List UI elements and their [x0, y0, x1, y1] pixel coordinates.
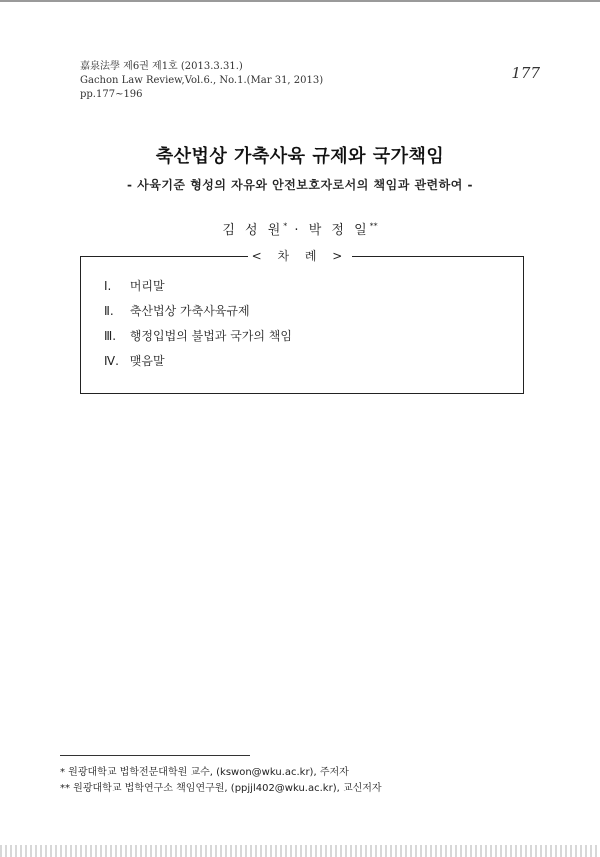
toc-item-1[interactable] [104, 277, 165, 294]
toc-item-number: Ⅰ. [104, 279, 112, 293]
page-number: 177 [511, 64, 540, 82]
author-2-footnote-mark[interactable]: ** [369, 221, 378, 231]
author-separator: · [287, 223, 309, 238]
journal-citation-english: Gachon Law Review,Vol.6., No.1.(Mar 31, 2013) [80, 75, 324, 86]
author-line [0, 219, 600, 238]
toc-item-label: 맺음말 [129, 354, 165, 368]
author-1: 김 성 원 [222, 223, 284, 238]
footnote-divider [60, 755, 250, 756]
toc-heading [0, 248, 600, 264]
toc-item-label: 축산법상 가축사육규제 [129, 304, 250, 318]
author-1-footnote-mark[interactable]: * [283, 221, 288, 231]
toc-item-number: Ⅱ. [104, 304, 114, 318]
journal-citation-korean: 嘉泉法學 제6권 제1호 (2013.3.31.) [80, 61, 243, 72]
article-subtitle: - 사육기준 형성의 자유와 안전보호자로서의 책임과 관련하여 - [126, 178, 473, 192]
toc-item-number: Ⅳ. [104, 354, 119, 368]
toc-heading-label: < 차 례 > [248, 249, 353, 263]
journal-header [80, 60, 550, 102]
toc-item-number: Ⅲ. [104, 329, 117, 343]
page-bottom-edge [0, 845, 600, 857]
toc-item-4[interactable] [104, 352, 165, 369]
article-title: 축산법상 가축사육 규제와 국가책임 [155, 146, 445, 167]
page-top-border [0, 0, 600, 6]
footnote-author-2: ** 원광대학교 법학연구소 책임연구원, (ppjjl402@wku.ac.kr), 교신저자 [60, 783, 382, 794]
toc-item-label: 행정입법의 불법과 국가의 책임 [129, 329, 292, 343]
toc-item-2[interactable] [104, 302, 250, 319]
footnote-author-1: * 원광대학교 법학전문대학원 교수, (kswon@wku.ac.kr), 주저자 [60, 767, 349, 778]
toc-item-label: 머리말 [129, 279, 165, 293]
author-2: 박 정 일 [308, 223, 370, 238]
page-range: pp.177~196 [80, 89, 143, 100]
toc-item-3[interactable] [104, 327, 292, 344]
